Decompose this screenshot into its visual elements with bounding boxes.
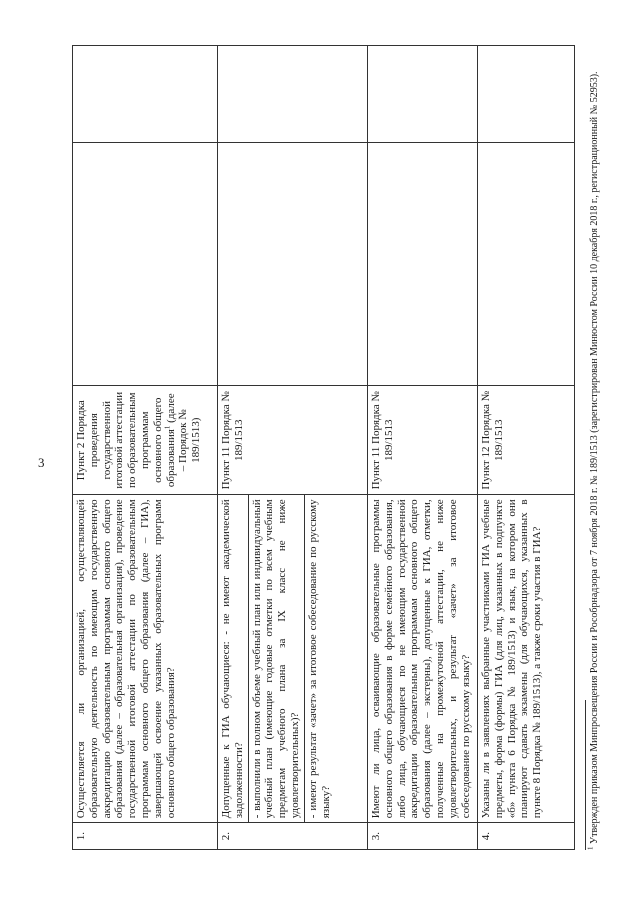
empty-cell bbox=[73, 143, 218, 386]
row-number: 2. bbox=[218, 823, 368, 850]
footnote-text: Утвержден приказом Минпросвещения России и Рособрнадзора от 7 ноября 2018 г. № 189/1513 (зарегистрирован Минюстом России 10 декабря 2018 г., регистрационный № 52953). bbox=[589, 71, 600, 847]
table-row bbox=[73, 46, 218, 850]
empty-cell bbox=[218, 143, 368, 386]
legal-reference: Пункт 12 Порядка № 189/1513 bbox=[478, 386, 575, 495]
row-number: 4. bbox=[478, 823, 575, 850]
question-text: Осуществляется ли организацией, осуществляющей образовательную деятельность по имеющим государственную аккредитацию образовательным программам основного общего образования (далее – образовательная организация), проведение государственной итоговой аттестации по образовательным программам основного общего образования (далее – ГИА), завершающей освоение указанных образовательных программ основного общего образования? bbox=[73, 495, 218, 823]
question-text: Указаны ли в заявлениях выбранные участниками ГИА учебные предметы, форма (формы) ГИА (для лиц, указанных в подпункте «б» пункта 6 Порядка № 189/1513) и язык, на котором они планируют сдавать экзамены (для обучающихся, указанных в пункте 8 Порядка № 189/1513), а также сроки участия в ГИА? bbox=[478, 495, 575, 823]
empty-cell bbox=[478, 46, 575, 143]
footnote-marker: 1 bbox=[586, 846, 595, 850]
legal-reference: Пункт 11 Порядка № 189/1513 bbox=[218, 386, 368, 495]
row-number: 1. bbox=[73, 823, 218, 850]
empty-cell bbox=[73, 46, 218, 143]
legal-reference: Пункт 2 Порядка проведения государственной итоговой аттестации по образовательным программам основного общего образования$^1$ (далее – Порядок № 189/1513) bbox=[73, 386, 218, 495]
legal-reference: Пункт 11 Порядка № 189/1513 bbox=[368, 386, 478, 495]
checklist-table bbox=[72, 45, 575, 850]
page-number: 3 bbox=[38, 455, 45, 470]
row-number: 3. bbox=[368, 823, 478, 850]
question-part: - выполнили в полном объеме учебный план или индивидуальный учебный план (имеющие годовые отметки по всем учебным предметам учебного плана за IX класс не ниже удовлетворительных)? bbox=[248, 495, 304, 822]
empty-cell bbox=[478, 143, 575, 386]
question-part: Допущенные к ГИА обучающиеся: - не имеют академической задолженности? bbox=[220, 499, 245, 819]
question-part: - имеют результат «зачет» за итоговое собеседование по русскому языку? bbox=[304, 495, 335, 822]
footnote-separator bbox=[585, 700, 586, 850]
table-row bbox=[478, 46, 575, 850]
empty-cell bbox=[368, 143, 478, 386]
empty-cell bbox=[368, 46, 478, 143]
empty-cell bbox=[218, 46, 368, 143]
question-text: Имеют ли лица, осваивающие образовательные программы основного общего образования в форме семейного образования, либо лица, обучающиеся по не имеющим государственной аккредитации образовательным программам основного общего образования (далее – экстерны), допущенные к ГИА, отметки, полученные на промежуточной аттестации, не ниже удовлетворительных, и результат «зачет» за итоговое собеседование по русскому языку? bbox=[368, 495, 478, 823]
table-row bbox=[368, 46, 478, 850]
table-row bbox=[218, 46, 368, 850]
footnote bbox=[586, 40, 601, 850]
question-text bbox=[218, 495, 368, 823]
